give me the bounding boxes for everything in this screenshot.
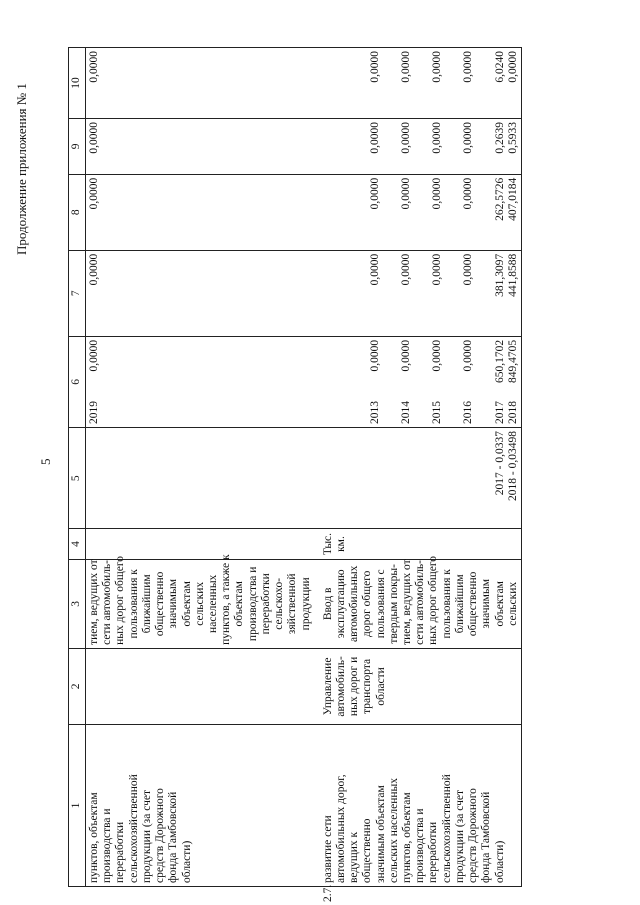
header-cell: 8 — [69, 174, 86, 250]
year-row — [400, 340, 413, 424]
year-total-value: 0,0000 — [399, 339, 412, 372]
header-cell: 5 — [69, 428, 86, 529]
value-cell-v8: 262,5726 — [493, 177, 506, 221]
cell-value-7 — [314, 250, 522, 336]
cell-value-10 — [314, 48, 522, 119]
header-cell: 6 — [69, 336, 86, 427]
cell-object-description: пунктов, объектам производства и переработки сельскохозяйственной продукции (за счет средств Дорожного фонда Тамбовской области) — [86, 724, 314, 886]
value-cell-v7: 0,0000 — [368, 253, 381, 286]
year-label: 2017 — [493, 401, 506, 425]
header-cell: 4 — [69, 529, 86, 559]
values-list-7 — [369, 254, 520, 333]
value-cell-v8: 0,0000 — [462, 177, 475, 210]
cell-indicator: тием, ведущих от сети автомобиль- ных дорог общего пользования к ближайшим общественно значимым объектам сельских населенных пунктов, а также к объектам производства и переработки сельскохо- зяйственной продукции — [86, 559, 314, 648]
year-total-value: 0,0000 — [368, 339, 381, 372]
values-list-10 — [369, 51, 520, 115]
value-cell-v10: 0,0000 — [368, 51, 381, 83]
year-row — [462, 340, 475, 424]
value-cell-v7: 381,3097 — [493, 253, 506, 297]
header-cell: 2 — [69, 648, 86, 724]
value-cell-v9: 0,0000 — [431, 122, 444, 154]
year-total-value: 0,0000 — [431, 339, 444, 372]
year-total-value: 650,1702 — [493, 339, 506, 383]
values-list-9 — [369, 122, 520, 171]
value-cell-v7: 0,0000 — [462, 253, 475, 286]
cell-value-8: 0,0000 — [86, 174, 314, 250]
year-row — [507, 340, 520, 424]
cell-value-9: 0,0000 — [86, 119, 314, 175]
year-row — [494, 340, 507, 424]
cell-value-7: 0,0000 — [86, 250, 314, 336]
cell-indicator: Ввод в эксплуатацию автомобильных дорог общего пользования с твердым покры- тием, ведущих от сети автомобиль- ных дорог общего пользования к ближайшим общественно значимым объектам сельских — [314, 559, 522, 648]
program-table — [68, 47, 522, 902]
cell-target — [86, 428, 314, 529]
year-label: 2015 — [431, 401, 444, 425]
cell-value-9 — [314, 119, 522, 175]
year-label: 2014 — [399, 401, 412, 425]
cell-object-description: 2.7. развитие сети автомобильных дорог, ведущих к общественно значимым объектам сельских населенных пунктов, объектам производства и переработки сельскохозяйственной продукции (за счет средств Дорожного фонда Тамбовской области) — [314, 724, 522, 886]
value-cell-v10: 6,0240 — [493, 51, 506, 83]
value-cell-v10: 0,0000 — [431, 51, 444, 83]
cell-unit — [86, 529, 314, 559]
value-cell-v8: 0,0000 — [368, 177, 381, 210]
header-cell: 1 — [69, 724, 86, 886]
cell-value-8 — [314, 174, 522, 250]
value-cell-v8: 0,0000 — [399, 177, 412, 210]
cell-years-totals — [314, 336, 522, 427]
value-cell-v9: 0,2639 — [493, 122, 506, 154]
header-cell: 10 — [69, 48, 86, 119]
year-label: 2013 — [368, 401, 381, 425]
year-row — [431, 340, 444, 424]
value-cell-v9: 0,0000 — [399, 122, 412, 154]
year-label: 2018 — [506, 401, 519, 425]
years-list — [369, 340, 520, 424]
cell-executor — [86, 648, 314, 724]
value-cell-v8: 407,0184 — [506, 177, 519, 221]
table-row-continued — [86, 48, 314, 887]
value-cell-v7: 0,0000 — [431, 253, 444, 286]
table-bottom-border — [522, 48, 523, 887]
value-cell-v9: 0,0000 — [368, 122, 381, 154]
value-cell-v10: 0,0000 — [399, 51, 412, 83]
year-total-value: 0,0000 — [462, 339, 475, 372]
header-cell: 9 — [69, 119, 86, 175]
values-list-8 — [369, 178, 520, 247]
value-cell-v10: 0,0000 — [462, 51, 475, 83]
row-number: 2.7. — [321, 884, 334, 902]
header-cell: 7 — [69, 250, 86, 336]
value-cell-v9: 0,0000 — [462, 122, 475, 154]
year-row — [369, 340, 382, 424]
year-total-value: 849,4705 — [506, 339, 519, 383]
header-cell: 3 — [69, 559, 86, 648]
cell-target: 2017 - 0,0337 2018 - 0,03498 — [314, 428, 522, 529]
year-label: 2016 — [462, 401, 475, 425]
page-number: 5 — [38, 458, 53, 465]
table-header-row — [69, 48, 86, 887]
cell-year-total: 2019 0,0000 — [86, 336, 314, 427]
value-cell-v9: 0,5933 — [506, 122, 519, 154]
value-cell-v10: 0,0000 — [506, 51, 519, 83]
value-cell-v7: 0,0000 — [399, 253, 412, 286]
table-row-2-7 — [314, 48, 522, 887]
continuation-title: Продолжение приложения № 1 — [14, 83, 29, 255]
cell-executor: Управление автомобиль- ных дорог и транспорта области — [314, 648, 522, 724]
value-cell-v7: 441,8588 — [506, 253, 519, 297]
cell-value-10: 0,0000 — [86, 48, 314, 119]
cell-unit: Тыс. км. — [314, 529, 522, 559]
value-cell-v8: 0,0000 — [431, 177, 444, 210]
